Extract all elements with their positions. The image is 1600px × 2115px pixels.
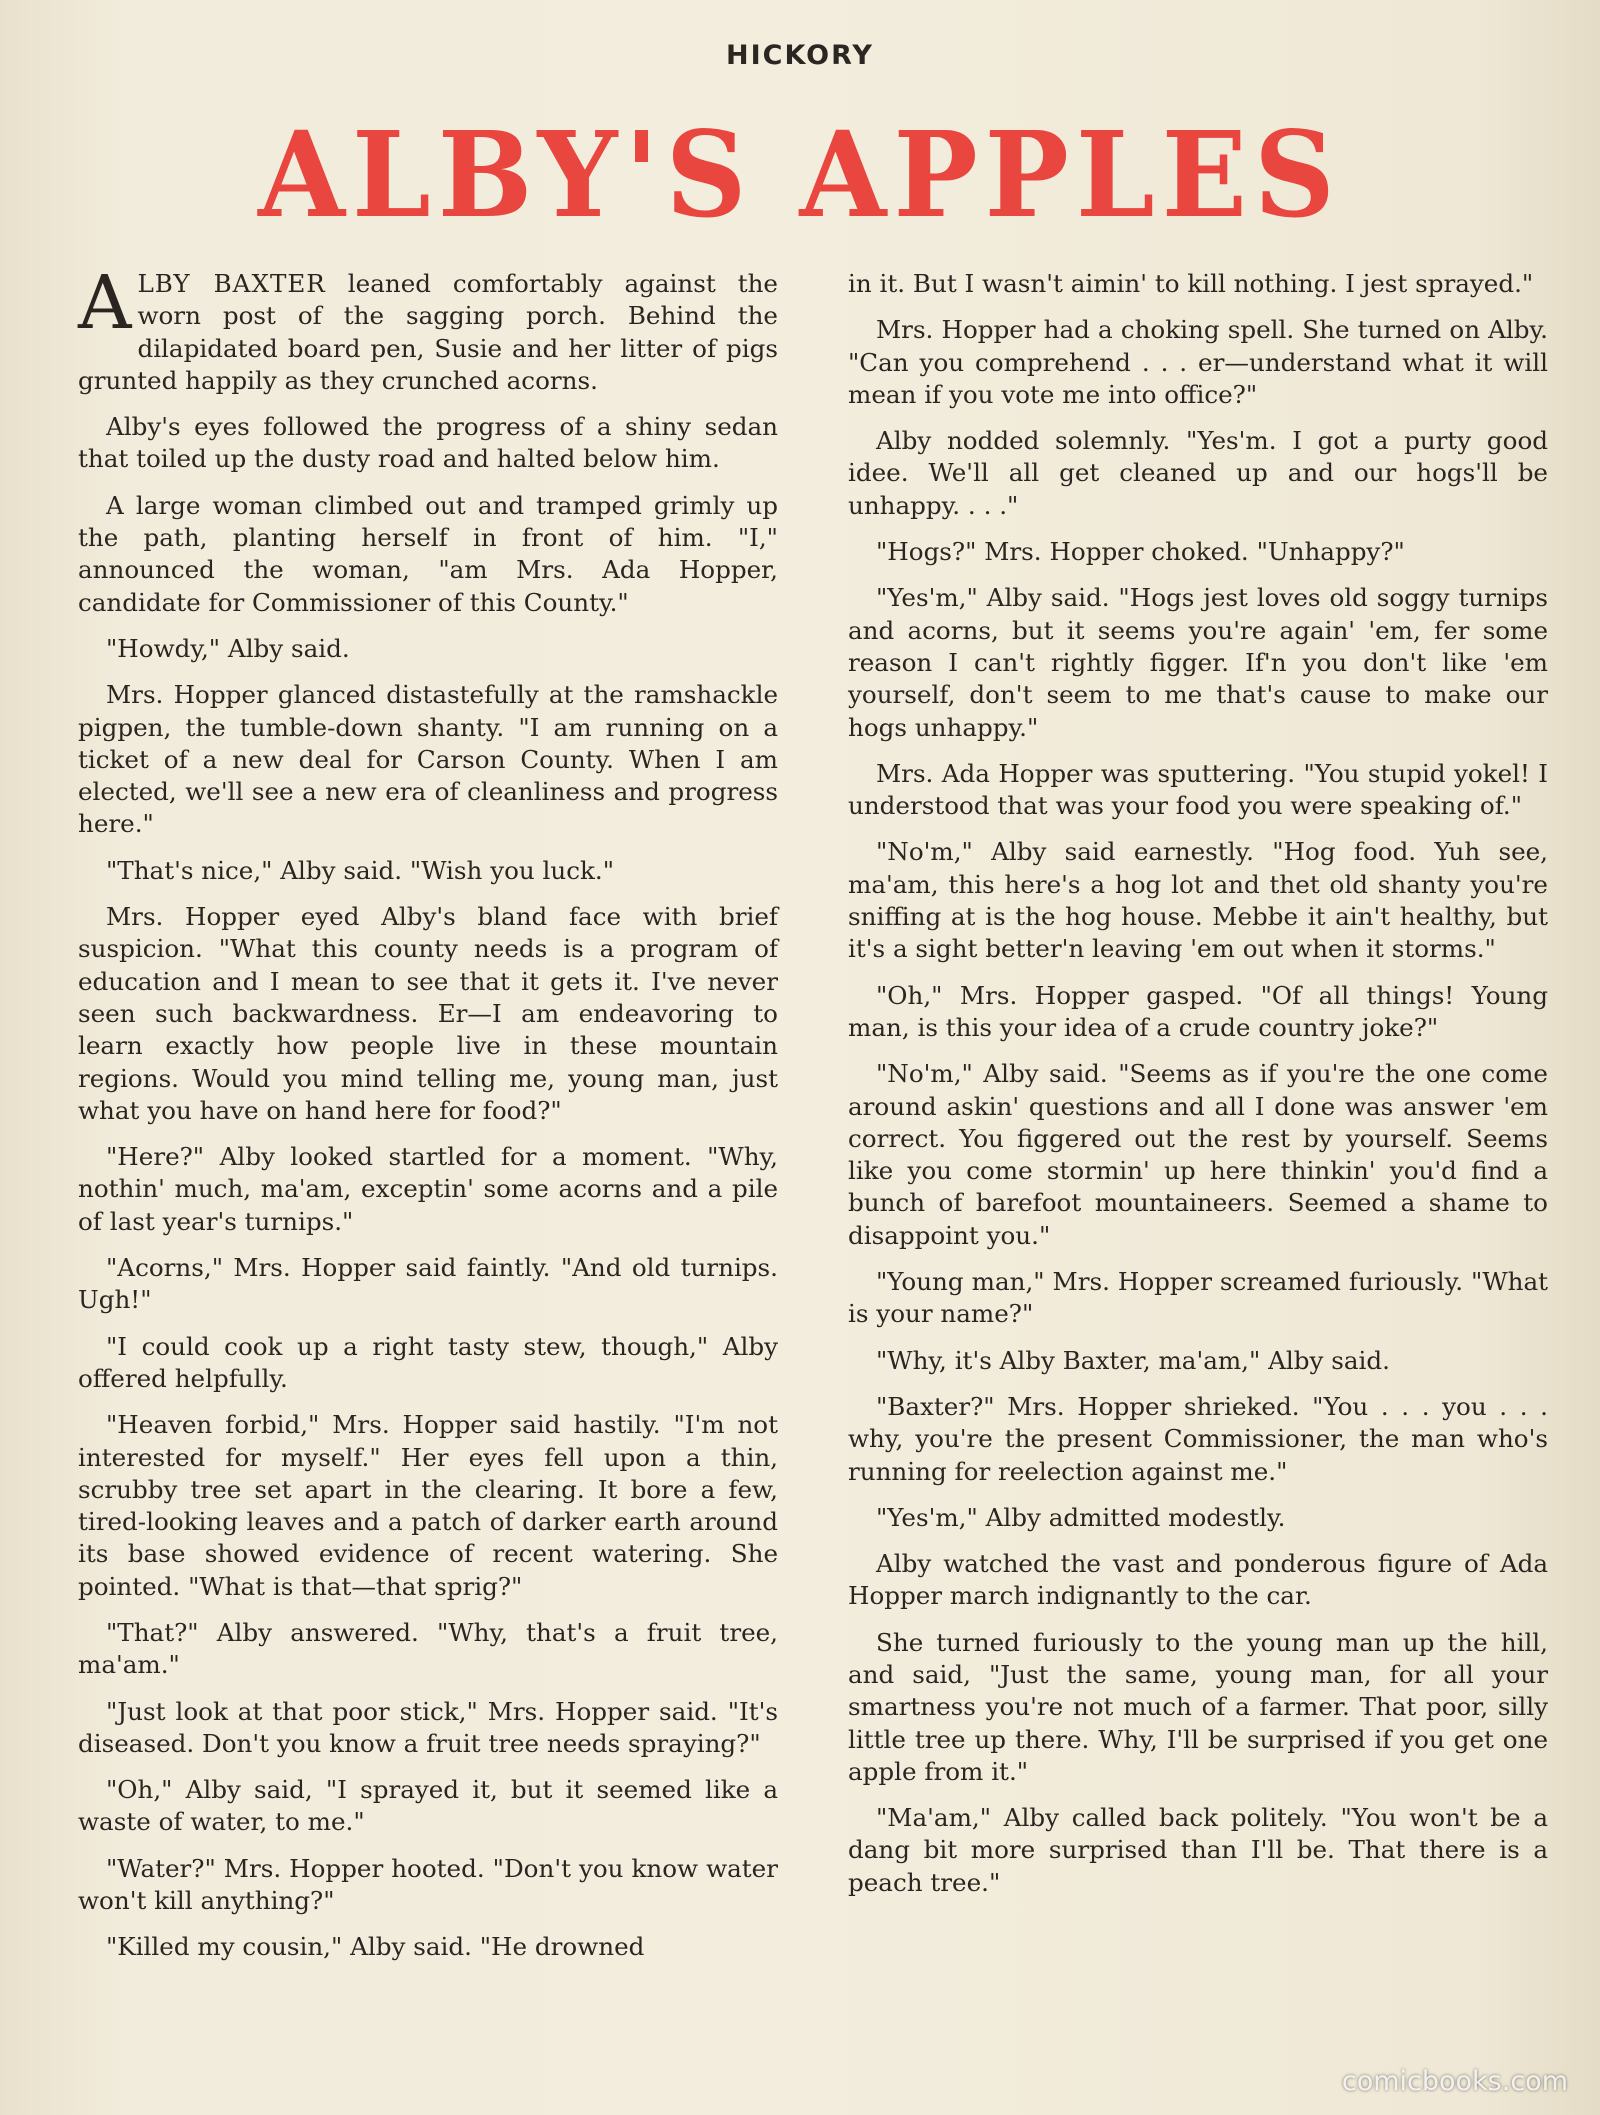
- paragraph: Mrs. Hopper eyed Alby's bland face with brief suspicion. "What this county needs is a program of education and I mean to see that it gets it. I've never seen such backwardness. Er—I am endeavoring to learn exactly how people live in these mountain regions. Would you mind telling me, young man, just what you have on hand here for food?": [78, 902, 778, 1125]
- paragraph: Alby's eyes followed the progress of a shiny sedan that toiled up the dusty road and halted below him.: [78, 412, 778, 474]
- paragraph: "That's nice," Alby said. "Wish you luck.": [106, 855, 615, 885]
- paragraph: Mrs. Hopper had a choking spell. She turned on Alby. "Can you comprehend . . . er—understand what it will mean if you vote me into office?": [848, 315, 1548, 409]
- paragraph: "Why, it's Alby Baxter, ma'am," Alby said.: [876, 1345, 1390, 1375]
- running-head: HICKORY: [726, 40, 874, 71]
- paragraph: A large woman climbed out and tramped grimly up the path, planting herself in front of him. "I," announced the woman, "am Mrs. Ada Hopper, candidate for Commissioner of this County.": [78, 490, 778, 617]
- paragraph: "Acorns," Mrs. Hopper said faintly. "And old turnips. Ugh!": [78, 1253, 778, 1315]
- paragraph: "Baxter?" Mrs. Hopper shrieked. "You . . . you . . . why, you're the present Commissioner, the man who's running for reelection against me.": [848, 1391, 1548, 1486]
- paragraph: Mrs. Hopper glanced distastefully at the ramshackle pigpen, the tumble-down shanty. "I am running on a ticket of a new deal for Carson County. When I am elected, we'll see a new era of cleanliness and progress here.": [78, 680, 778, 839]
- story-title: ALBY'S APPLES: [258, 106, 1342, 245]
- paragraph: "Killed my cousin," Alby said. "He drowned: [106, 1932, 645, 1962]
- paragraph: Alby watched the vast and ponderous figure of Ada Hopper march indignantly to the car.: [848, 1549, 1548, 1611]
- paragraph: She turned furiously to the young man up the hill, and said, "Just the same, young man, for all your smartness you're not much of a farmer. That poor, silly little tree up there. Why, I'll be surprised if you get one apple from it.": [848, 1627, 1548, 1786]
- paragraph: "Just look at that poor stick," Mrs. Hopper said. "It's diseased. Don't you know a fruit tree needs spraying?": [78, 1696, 778, 1758]
- paragraph: "Water?" Mrs. Hopper hooted. "Don't you know water won't kill anything?": [78, 1853, 778, 1916]
- paragraph: "No'm," Alby said. "Seems as if you're the one come around askin' questions and all I done was answer 'em correct. You figgered out the rest by yourself. Seems like you come stormin' up here thinkin' you'd find a bunch of barefoot mountaineers. Seemed a shame to disappoint you.": [848, 1059, 1548, 1250]
- opening-paragraph: [78, 260, 778, 397]
- paragraph: "Yes'm," Alby admitted modestly.: [876, 1502, 1286, 1532]
- paragraph: "Oh," Mrs. Hopper gasped. "Of all things! Young man, is this your idea of a crude country joke?": [848, 980, 1548, 1042]
- site-watermark: comicbooks.com: [1341, 2066, 1568, 2097]
- opening-text: leaned comfortably against the worn post of the sagging porch. Behind the dilapidated board pen, Susie and her litter of pigs grunted happily as they crunched acorns.: [78, 269, 778, 395]
- left-column: [78, 260, 778, 2068]
- paragraph-continued: in it. But I wasn't aimin' to kill nothing. I jest sprayed.": [848, 269, 1534, 298]
- paragraph: "Yes'm," Alby said. "Hogs jest loves old soggy turnips and acorns, but it seems you're again' 'em, fer some reason I can't rightly figger. If'n you don't like 'em yourself, don't seem to me that's cause to make our hogs unhappy.": [848, 583, 1548, 742]
- paragraph: "I could cook up a right tasty stew, though," Alby offered helpfully.: [78, 1331, 778, 1393]
- paragraph: "No'm," Alby said earnestly. "Hog food. Yuh see, ma'am, this here's a hog lot and thet old shanty you're sniffing at is the hog house. Mebbe it ain't healthy, but it's a sight better'n leaving 'em out when it storms.": [848, 837, 1548, 964]
- paragraph: "Ma'am," Alby called back politely. "You won't be a dang bit more surprised than I'll be. That there is a peach tree.": [848, 1803, 1548, 1897]
- opening-caps: LBY BAXTER: [137, 269, 326, 298]
- drop-cap: A: [78, 260, 132, 346]
- paragraph: "Hogs?" Mrs. Hopper choked. "Unhappy?": [876, 537, 1405, 567]
- paragraph: "That?" Alby answered. "Why, that's a fruit tree, ma'am.": [78, 1617, 778, 1680]
- paragraph: "Howdy," Alby said.: [106, 633, 350, 663]
- paragraph: "Oh," Alby said, "I sprayed it, but it seemed like a waste of water, to me.": [78, 1775, 778, 1837]
- paragraph: Alby nodded solemnly. "Yes'm. I got a purty good idee. We'll all get cleaned up and our hogs'll be unhappy. . . .": [848, 426, 1548, 520]
- paragraph: "Heaven forbid," Mrs. Hopper said hastily. "I'm not interested for myself." Her eyes fell upon a thin, scrubby tree set apart in the clearing. It bore a few, tired-looking leaves and a patch of darker earth around its base showed evidence of recent watering. She pointed. "What is that—that sprig?": [78, 1410, 778, 1601]
- right-column: [848, 268, 1548, 2068]
- paragraph: "Here?" Alby looked startled for a moment. "Why, nothin' much, ma'am, exceptin' some acorns and a pile of last year's turnips.": [78, 1142, 778, 1236]
- paragraph: Mrs. Ada Hopper was sputtering. "You stupid yokel! I understood that was your food you were speaking of.": [848, 758, 1548, 821]
- paragraph: "Young man," Mrs. Hopper screamed furiously. "What is your name?": [848, 1267, 1548, 1329]
